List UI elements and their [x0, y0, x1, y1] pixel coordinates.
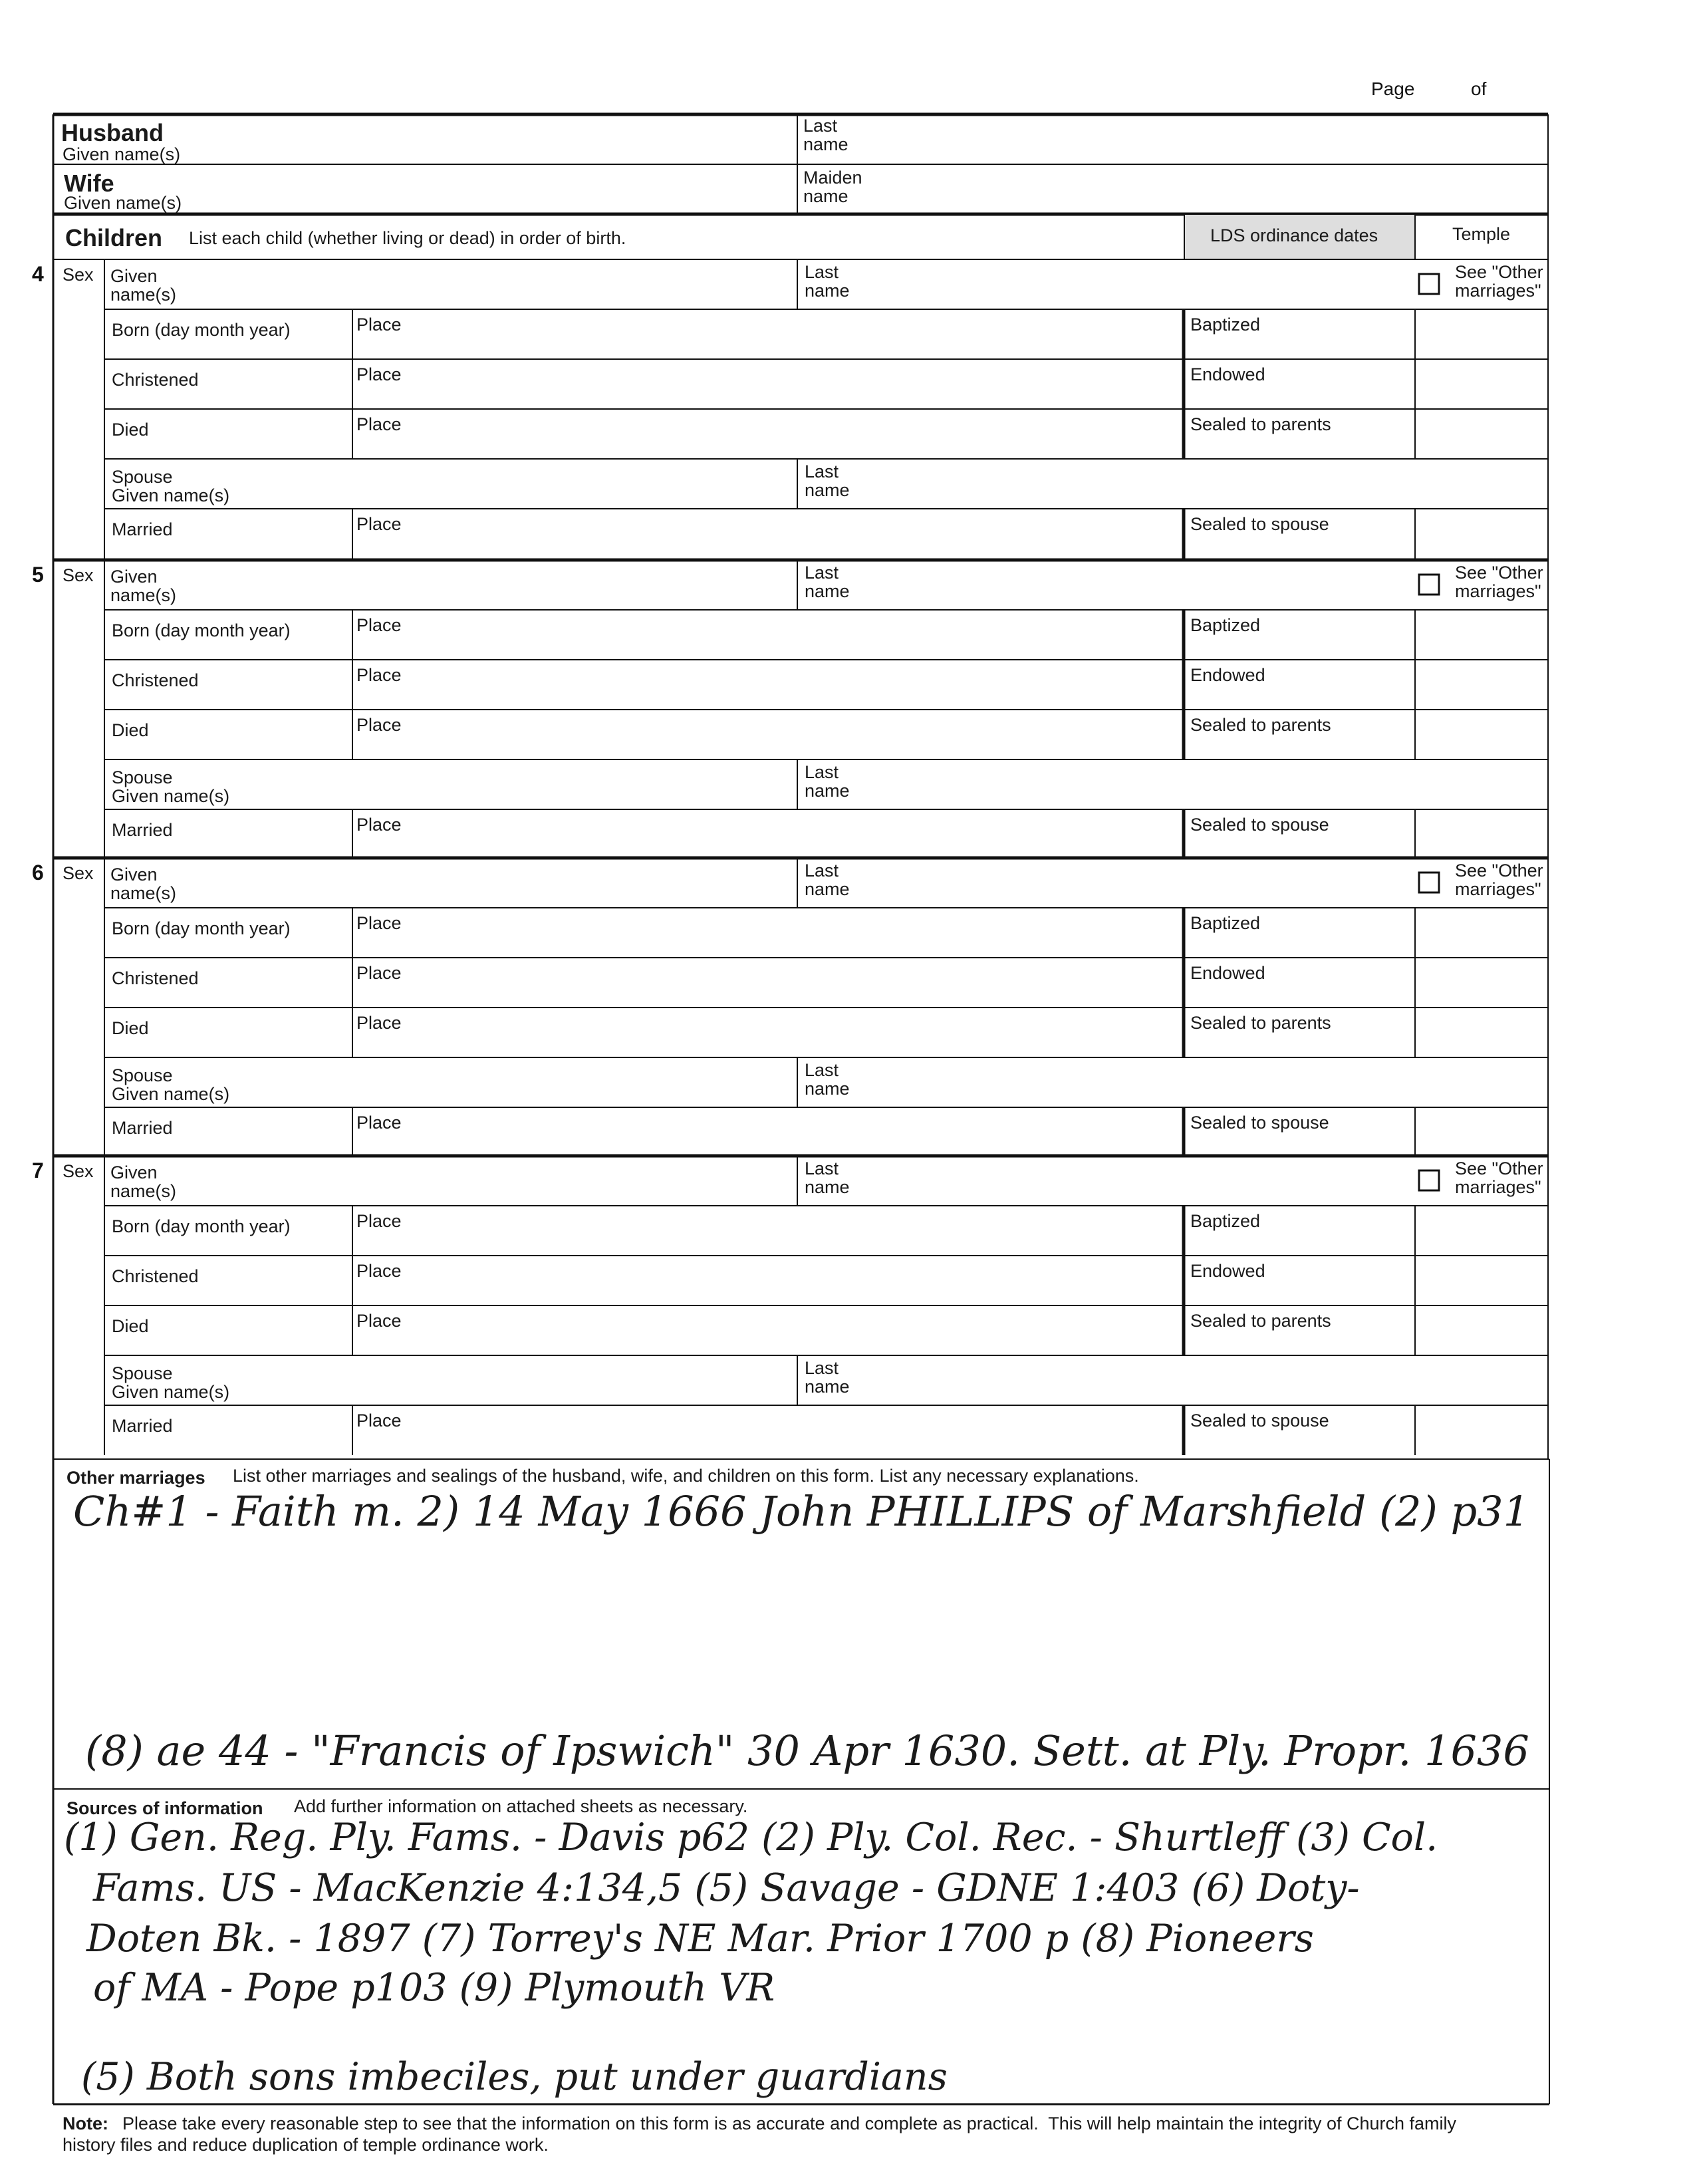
other-marriages-handwriting-2: (8) ae 44 - "Francis of Ipswich" 30 Apr 1630. Sett. at Ply. Propr. 1636 — [85, 1726, 1529, 1775]
sex-label: Sex — [63, 863, 94, 883]
baptized-label: Baptized — [1190, 615, 1261, 635]
spouse-last-name-label: Last name — [805, 1060, 850, 1099]
wife-title: Wife — [64, 170, 114, 197]
spouse-last-name-label: Last name — [805, 462, 850, 500]
baptized-label: Baptized — [1190, 913, 1261, 933]
born-label: Born (day month year) — [112, 918, 291, 938]
sources-handwriting-5: (5) Both sons imbeciles, put under guardians — [81, 2055, 948, 2099]
baptized-label: Baptized — [1190, 1211, 1261, 1231]
last-name-label: Last name — [805, 563, 850, 601]
endowed-label: Endowed — [1190, 665, 1265, 685]
sealed-to-parents-label: Sealed to parents — [1190, 715, 1331, 735]
wife-given-label: Given name(s) — [64, 193, 182, 213]
see-other-marriages-label: See "Other marriages" — [1455, 1159, 1543, 1197]
sealed-to-parents-label: Sealed to parents — [1190, 414, 1331, 434]
see-other-marriages-checkbox — [1419, 274, 1439, 294]
sex-label: Sex — [63, 565, 94, 585]
last-name-label: Last name — [805, 861, 850, 899]
child-number: 6 — [32, 861, 44, 885]
place-label: Place — [356, 315, 402, 335]
husband-last-label: Last name — [803, 116, 848, 154]
sealed-to-spouse-label: Sealed to spouse — [1190, 1113, 1329, 1133]
temple-label: Temple — [1452, 224, 1511, 244]
endowed-label: Endowed — [1190, 1261, 1265, 1281]
baptized-label: Baptized — [1190, 315, 1261, 335]
sealed-to-spouse-label: Sealed to spouse — [1190, 1411, 1329, 1431]
page-of-label: of — [1471, 78, 1487, 99]
see-other-marriages-checkbox — [1419, 575, 1439, 595]
christened-label: Christened — [112, 370, 199, 390]
given-name-label: Given name(s) — [110, 865, 177, 903]
see-other-marriages-label: See "Other marriages" — [1455, 563, 1543, 601]
sources-instruction: Add further information on attached sheets as necessary. — [294, 1796, 748, 1816]
spouse-last-name-label: Last name — [805, 762, 850, 801]
married-label: Married — [112, 820, 173, 840]
husband-title: Husband — [61, 119, 164, 146]
christened-label: Christened — [112, 670, 199, 690]
note-text-2: history files and reduce duplication of temple ordinance work. — [63, 2135, 549, 2155]
sex-label: Sex — [63, 265, 94, 285]
children-title: Children — [65, 224, 163, 251]
sources-handwriting-4: of MA - Pope p103 (9) Plymouth VR — [93, 1966, 775, 2010]
born-label: Born (day month year) — [112, 1216, 291, 1236]
spouse-given-name-label: Spouse Given name(s) — [112, 1363, 230, 1402]
died-label: Died — [112, 1018, 149, 1038]
place-label: Place — [356, 963, 402, 983]
given-name-label: Given name(s) — [110, 567, 177, 605]
place-label: Place — [356, 414, 402, 434]
sealed-to-spouse-label: Sealed to spouse — [1190, 815, 1329, 835]
born-label: Born (day month year) — [112, 320, 291, 340]
place-label: Place — [356, 1261, 402, 1281]
place-label: Place — [356, 1311, 402, 1331]
christened-label: Christened — [112, 968, 199, 988]
place-label: Place — [356, 665, 402, 685]
children-instruction: List each child (whether living or dead) in order of birth. — [189, 228, 626, 248]
sealed-to-spouse-label: Sealed to spouse — [1190, 514, 1329, 534]
born-label: Born (day month year) — [112, 620, 291, 640]
spouse-last-name-label: Last name — [805, 1358, 850, 1397]
place-label: Place — [356, 514, 402, 534]
note-text: Please take every reasonable step to see that the information on this form is as accurate and complete as practical. This will help maintain the integrity of Church family — [122, 2114, 1457, 2133]
sources-handwriting-1: (1) Gen. Reg. Ply. Fams. - Davis p62 (2) Ply. Col. Rec. - Shurtleff (3) Col. — [64, 1816, 1438, 1859]
married-label: Married — [112, 1118, 173, 1138]
sources-handwriting-3: Doten Bk. - 1897 (7) Torrey's NE Mar. Prior 1700 p (8) Pioneers — [86, 1917, 1314, 1961]
spouse-given-name-label: Spouse Given name(s) — [112, 767, 230, 806]
child-number: 4 — [32, 262, 44, 286]
sources-handwriting-2: Fams. US - MacKenzie 4:134,5 (5) Savage - GDNE 1:403 (6) Doty- — [93, 1866, 1360, 1910]
place-label: Place — [356, 1411, 402, 1431]
endowed-label: Endowed — [1190, 364, 1265, 384]
grid-lines — [53, 114, 1549, 2104]
other-marriages-title: Other marriages — [66, 1468, 205, 1488]
see-other-marriages-checkbox — [1419, 873, 1439, 892]
place-label: Place — [356, 715, 402, 735]
died-label: Died — [112, 420, 149, 440]
place-label: Place — [356, 913, 402, 933]
spouse-given-name-label: Spouse Given name(s) — [112, 467, 230, 505]
died-label: Died — [112, 1316, 149, 1336]
place-label: Place — [356, 1113, 402, 1133]
last-name-label: Last name — [805, 1159, 850, 1197]
sealed-to-parents-label: Sealed to parents — [1190, 1013, 1331, 1033]
see-other-marriages-checkbox — [1419, 1170, 1439, 1190]
wife-maiden-label: Maiden name — [803, 168, 862, 206]
page-label: Page — [1371, 78, 1415, 99]
place-label: Place — [356, 615, 402, 635]
place-label: Place — [356, 815, 402, 835]
married-label: Married — [112, 1416, 173, 1436]
child-number: 7 — [32, 1159, 44, 1182]
see-other-marriages-label: See "Other marriages" — [1455, 262, 1543, 301]
christened-label: Christened — [112, 1266, 199, 1286]
other-marriages-handwriting-1: Ch#1 - Faith m. 2) 14 May 1666 John PHILLIPS of Marshfield (2) p31 — [73, 1487, 1530, 1536]
sex-label: Sex — [63, 1161, 94, 1181]
place-label: Place — [356, 1013, 402, 1033]
given-name-label: Given name(s) — [110, 266, 177, 305]
husband-given-label: Given name(s) — [63, 144, 181, 164]
child-number: 5 — [32, 563, 44, 587]
married-label: Married — [112, 519, 173, 539]
sources-title: Sources of information — [66, 1798, 263, 1818]
given-name-label: Given name(s) — [110, 1162, 177, 1201]
note-title: Note: — [63, 2114, 108, 2133]
spouse-given-name-label: Spouse Given name(s) — [112, 1065, 230, 1104]
sealed-to-parents-label: Sealed to parents — [1190, 1311, 1331, 1331]
died-label: Died — [112, 720, 149, 740]
lds-ordinance-dates-label: LDS ordinance dates — [1210, 225, 1378, 245]
other-marriages-instruction: List other marriages and sealings of the husband, wife, and children on this form. List any necessary explanations. — [233, 1466, 1139, 1486]
see-other-marriages-label: See "Other marriages" — [1455, 861, 1543, 899]
endowed-label: Endowed — [1190, 963, 1265, 983]
place-label: Place — [356, 1211, 402, 1231]
place-label: Place — [356, 364, 402, 384]
last-name-label: Last name — [805, 262, 850, 301]
